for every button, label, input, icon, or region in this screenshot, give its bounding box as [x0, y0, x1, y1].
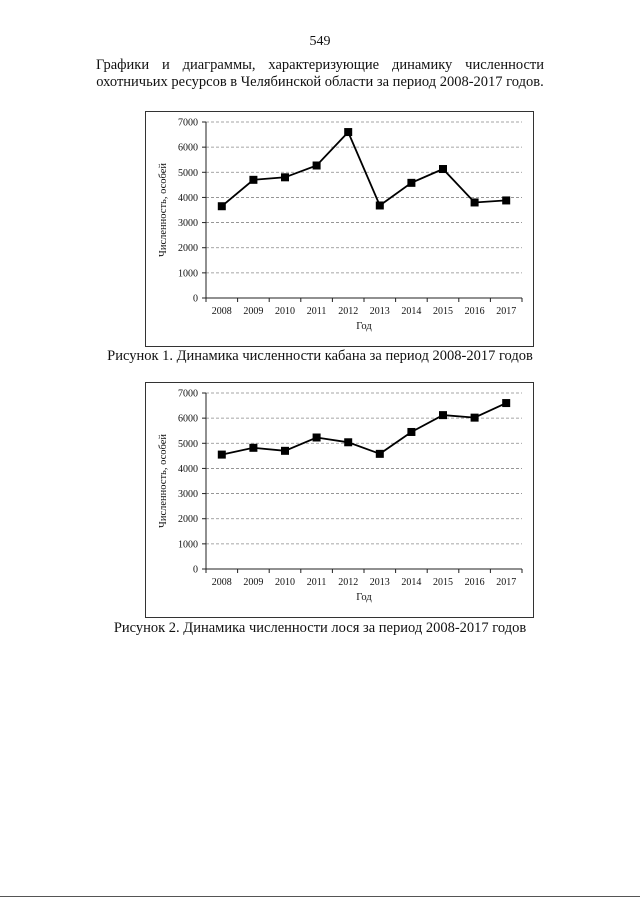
chart2-xtick-label: 2013: [369, 577, 390, 588]
chart1-data-point: [502, 196, 510, 204]
chart-moose: [145, 382, 534, 618]
chart1-data-point: [313, 161, 321, 169]
chart2-data-point: [376, 450, 384, 458]
chart2-data-point: [407, 428, 415, 436]
chart2-xtick-label: 2017: [496, 577, 517, 588]
chart1-ytick-label: 3000: [178, 218, 198, 230]
chart1-ytick-label: 5000: [178, 167, 198, 179]
chart2-ytick-label: 1000: [178, 539, 198, 551]
chart2-xtick-label: 2011: [306, 577, 327, 588]
chart1-ytick-label: 4000: [178, 192, 198, 204]
chart1-xtick-label: 2008: [211, 306, 232, 317]
chart2-xtick-label: 2012: [338, 577, 359, 588]
chart2-data-point: [313, 434, 321, 442]
chart1-data-point: [344, 128, 352, 136]
chart2-xtick-label: 2015: [433, 577, 453, 588]
chart1-data-point: [407, 179, 415, 187]
chart2-xtick-label: 2008: [211, 577, 232, 588]
chart-moose-svg: [146, 383, 533, 617]
chart1-data-point: [376, 201, 384, 209]
figure-caption-2: Рисунок 2. Динамика численности лося за период 2008-2017 годов: [113, 620, 527, 636]
chart2-data-point: [471, 414, 479, 422]
chart1-xtick-label: 2012: [338, 306, 359, 317]
chart1-series-line: [222, 132, 506, 206]
chart1-xtick-label: 2010: [275, 306, 295, 317]
chart2-ytick-label: 5000: [178, 438, 198, 450]
page-number: 549: [309, 34, 331, 49]
chart1-data-point: [439, 165, 447, 173]
chart1-xtick-label: 2017: [496, 306, 517, 317]
chart1-xtick-label: 2014: [401, 306, 422, 317]
chart2-ytick-label: 0: [193, 564, 198, 576]
chart-boar: [145, 111, 534, 347]
chart1-xtick-label: 2013: [369, 306, 390, 317]
chart2-ytick-label: 4000: [178, 463, 198, 475]
chart2-data-point: [439, 411, 447, 419]
chart1-ytick-label: 7000: [178, 117, 198, 129]
chart2-y-axis-title: Численность, особей: [158, 434, 169, 528]
chart1-xtick-label: 2016: [464, 306, 485, 317]
chart2-ytick-label: 2000: [178, 514, 198, 526]
chart1-data-point: [471, 198, 479, 206]
chart2-xtick-label: 2016: [464, 577, 485, 588]
chart1-ytick-label: 2000: [178, 243, 198, 255]
page-bottom-rule: [0, 896, 640, 897]
chart2-data-point: [281, 447, 289, 455]
chart2-x-axis-title: Год: [356, 592, 372, 603]
chart1-data-point: [218, 202, 226, 210]
chart1-y-axis-title: Численность, особей: [158, 163, 169, 257]
chart2-data-point: [344, 438, 352, 446]
chart2-series-line: [222, 403, 506, 455]
chart2-ytick-label: 6000: [178, 413, 198, 425]
chart1-xtick-label: 2011: [306, 306, 327, 317]
chart1-ytick-label: 6000: [178, 142, 198, 154]
chart2-data-point: [218, 451, 226, 459]
chart2-xtick-label: 2010: [275, 577, 295, 588]
chart2-data-point: [249, 444, 257, 452]
chart1-xtick-label: 2009: [243, 306, 264, 317]
chart1-x-axis-title: Год: [356, 321, 372, 332]
chart2-xtick-label: 2014: [401, 577, 422, 588]
chart2-xtick-label: 2009: [243, 577, 264, 588]
chart2-ytick-label: 7000: [178, 388, 198, 400]
chart1-ytick-label: 1000: [178, 268, 198, 280]
chart1-xtick-label: 2015: [433, 306, 453, 317]
chart1-ytick-label: 0: [193, 293, 198, 305]
chart-boar-svg: [146, 112, 533, 346]
chart2-data-point: [502, 399, 510, 407]
chart2-ytick-label: 3000: [178, 489, 198, 501]
chart1-data-point: [249, 176, 257, 184]
figure-caption-1: Рисунок 1. Динамика численности кабана за период 2008-2017 годов: [107, 348, 533, 364]
page-heading: Графики и диаграммы, характеризующие динамику численности охотничьих ресурсов в Челябинской области за период 2008-2017 годов.: [96, 57, 544, 90]
chart1-data-point: [281, 173, 289, 181]
